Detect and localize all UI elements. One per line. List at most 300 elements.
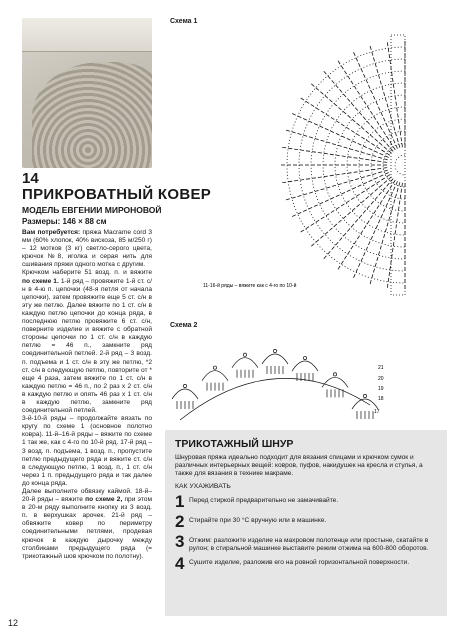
scheme1-stitch	[320, 92, 323, 95]
scheme1-stitch	[344, 147, 348, 148]
scheme2-row-21: 21	[378, 365, 384, 371]
scheme1-stitch	[371, 185, 374, 187]
scheme1-stitch	[361, 69, 363, 73]
scheme1-stitch	[377, 121, 379, 124]
scheme1-stitch	[372, 274, 373, 278]
scheme1-stitch	[390, 60, 391, 64]
scheme1-ring	[395, 155, 405, 175]
scheme1-stitch	[346, 201, 349, 203]
scheme1-stitch	[303, 119, 307, 121]
scheme1-stitch	[355, 219, 358, 222]
scheme1-stitch	[347, 99, 350, 102]
scheme1-stitch	[352, 187, 356, 189]
scheme1-stitch	[336, 121, 339, 123]
scheme1-stitch	[393, 180, 395, 183]
scheme1-stitch	[392, 205, 393, 209]
scheme1-stitch	[393, 248, 394, 252]
scheme1-stitch	[314, 205, 318, 207]
step-number: 1	[175, 491, 185, 511]
scheme1-stitch	[356, 58, 358, 62]
step-number: 2	[175, 511, 185, 531]
scheme1-stitch	[332, 80, 335, 83]
scheme1-stitch	[396, 224, 397, 228]
scheme1-stitch	[354, 86, 356, 89]
scheme1-stitch	[370, 135, 373, 138]
scheme1-stitch	[344, 182, 348, 183]
scheme1-stitch	[364, 252, 366, 256]
rug-photo	[22, 18, 152, 168]
scheme1-stitch	[338, 184, 342, 185]
scheme1-stitch	[292, 215, 296, 217]
scheme1-stitch	[384, 170, 388, 171]
p1-scheme-ref: по схеме 1.	[22, 277, 59, 285]
scheme1-stitch	[336, 174, 340, 175]
scheme1-stitch	[397, 219, 398, 223]
scheme1-stitch	[371, 160, 375, 161]
scheme1-stitch	[363, 182, 367, 184]
scheme1-ring	[335, 95, 405, 235]
scheme1-stitch	[380, 81, 381, 85]
scheme1-stitch	[367, 206, 370, 209]
scheme1-stitch	[314, 124, 318, 126]
needs-label: Вам потребуется:	[22, 229, 81, 236]
scheme1-stitch	[377, 257, 378, 261]
scheme1-stitch	[375, 130, 378, 133]
scheme1-stitch	[379, 192, 382, 195]
scheme1-stitch	[393, 140, 395, 144]
scheme1-stitch	[343, 94, 346, 97]
scheme1-stitch	[326, 142, 330, 143]
scheme1-stitch	[396, 102, 397, 106]
scheme1-stitch	[292, 114, 296, 116]
scheme1-stitch	[352, 141, 356, 143]
scheme1-stitch	[331, 210, 334, 212]
scheme1-stitch	[334, 103, 337, 106]
scheme1-stitch	[371, 169, 375, 170]
step-number: 3	[175, 531, 185, 551]
scheme1-ring	[371, 131, 405, 199]
scheme1-stitch	[393, 242, 394, 246]
scheme1-stitch	[395, 194, 396, 198]
scheme1-stitch	[379, 251, 380, 255]
article-title: ПРИКРОВАТНЫЙ КОВЕР	[22, 186, 212, 203]
needs-text: пряжа Macrame cord 3 мм (60% хлопок, 40% вискоза, 85 м/250 г) – 12 мотков (3 кг) светло-серого цвета, крючок №8, иголка и серая нить для сшивания пряжи одного мотка с другим.	[22, 229, 152, 269]
scheme1-stitch	[341, 124, 344, 126]
scheme1-stitch	[351, 130, 354, 132]
scheme1-stitch	[383, 188, 386, 191]
scheme1-stitch	[379, 143, 382, 146]
scheme2-picot	[303, 356, 306, 359]
scheme1-stitch	[320, 202, 324, 204]
scheme1-stitch	[374, 151, 378, 153]
page-number: 12	[8, 618, 19, 628]
scheme1-stitch	[298, 133, 302, 134]
scheme1-stitch	[324, 176, 328, 177]
scheme1-stitch	[286, 199, 290, 200]
scheme1-stitch	[376, 225, 378, 229]
scheme1-stitch	[325, 232, 328, 235]
photo-shelf	[22, 18, 152, 52]
scheme1-stitch	[398, 114, 399, 118]
scheme1-stitch	[348, 251, 350, 254]
article-subtitle: МОДЕЛЬ ЕВГЕНИИ МИРОНОВОЙ	[22, 205, 162, 215]
scheme1-stitch	[388, 48, 389, 52]
scheme1-stitch	[366, 196, 369, 199]
needs-paragraph	[22, 229, 152, 269]
scheme1-stitch	[366, 247, 368, 251]
scheme1-stitch	[324, 256, 327, 259]
scheme1-stitch	[370, 280, 371, 284]
scheme1-stitch	[363, 210, 366, 213]
scheme1-stitch	[309, 121, 313, 123]
scheme1-stitch	[392, 72, 393, 76]
instructions-paragraph-1	[22, 269, 152, 415]
scheme1-stitch	[387, 42, 388, 46]
scheme1-stitch	[400, 195, 401, 199]
scheme1-stitch	[338, 61, 340, 64]
scheme1-stitch	[393, 187, 395, 191]
scheme1-stitch	[306, 151, 310, 152]
scheme1-stitch	[315, 190, 319, 191]
scheme1-stitch	[392, 254, 393, 258]
scheme1-stitch	[385, 98, 386, 102]
scheme1-stitch	[332, 247, 335, 250]
scheme1-stitch	[387, 190, 389, 193]
scheme1-stitch	[397, 138, 398, 142]
scheme1-stitch	[385, 173, 389, 175]
scheme1-stitch	[379, 135, 382, 138]
scheme1-stitch	[344, 71, 346, 74]
scheme1-stitch	[373, 231, 375, 235]
scheme1-stitch	[347, 138, 351, 140]
scheme1-stitch	[330, 175, 334, 176]
instructions-paragraph-3	[22, 488, 152, 561]
scheme1-stitch	[371, 90, 373, 94]
scheme2-picot	[183, 384, 186, 387]
scheme1-stitch	[402, 183, 403, 187]
scheme1-stitch	[340, 238, 343, 241]
scheme1-stitch	[365, 159, 369, 160]
scheme1-stitch	[371, 143, 374, 145]
scheme1-stitch	[388, 129, 390, 133]
scheme1-stitch	[346, 127, 349, 129]
scheme1-stitch	[359, 112, 362, 115]
scheme1-stitch	[377, 161, 381, 162]
scheme1-stitch	[294, 149, 298, 150]
scheme1-stitch	[359, 215, 362, 218]
scheme1-stitch	[374, 210, 376, 213]
scheme1-stitch	[347, 229, 350, 232]
scheme2-diagram	[170, 325, 390, 425]
scheme1-stitch	[361, 96, 363, 99]
box-intro: Шнуровая пряжа идеально подходит для вязания спицами и крючком сумок и различных интерьерных вещей: ковров, пуфов, накидушек на кресла и стулья, а также для вязания в технике макраме.	[175, 454, 423, 478]
scheme1-stitch	[306, 227, 309, 229]
scheme1-stitch	[357, 91, 359, 94]
scheme1-stitch	[366, 140, 369, 142]
scheme1-stitch	[316, 240, 319, 243]
step-number: 4	[175, 553, 185, 573]
scheme1-stitch	[361, 152, 365, 153]
scheme1-stitch	[399, 207, 400, 211]
scheme1-stitch	[286, 130, 290, 131]
scheme2-picot	[243, 353, 246, 356]
scheme1-stitch	[361, 137, 364, 139]
scheme2-row-20: 20	[378, 376, 384, 382]
care-heading: КАК УХАЖИВАТЬ	[175, 482, 231, 490]
scheme1-stitch	[311, 84, 314, 87]
scheme1-stitch	[328, 251, 331, 254]
scheme1-stitch	[342, 174, 346, 175]
scheme1-stitch	[396, 181, 398, 185]
scheme2-arch	[202, 371, 228, 381]
scheme1-stitch	[316, 220, 319, 222]
scheme1-stitch	[338, 266, 340, 269]
scheme1-stitch	[381, 178, 384, 180]
scheme1-stitch	[320, 126, 324, 128]
scheme2-arch	[262, 354, 288, 364]
scheme1-stitch	[380, 246, 381, 250]
scheme1-stitch	[372, 155, 376, 156]
scheme1-stitch	[371, 236, 373, 240]
scheme1-stitch	[397, 108, 398, 112]
scheme1-stitch	[356, 269, 358, 273]
scheme1-stitch	[380, 153, 384, 155]
scheme1-stitch	[392, 121, 393, 125]
scheme1-stitch	[355, 150, 359, 151]
scheme1-stitch	[386, 203, 388, 207]
scheme1-stitch	[393, 84, 394, 88]
scheme1-stitch	[377, 168, 381, 169]
step-text: Отжим: разложите изделие на махровом полотенце или простыне, скатайте в рулон; в стиральной машинке выставите режим отжима на 600-800 оборотов.	[189, 536, 429, 552]
scheme2-arch	[322, 377, 348, 387]
scheme1-stitch	[377, 205, 379, 208]
scheme1-stitch	[368, 241, 370, 245]
care-step	[175, 555, 439, 573]
scheme1-stitch	[341, 66, 343, 69]
scheme1-stitch	[372, 174, 376, 175]
scheme1-stitch	[316, 108, 319, 110]
scheme1-stitch	[378, 172, 382, 173]
scheme2-row-17: 17	[374, 409, 380, 415]
scheme1-stitch	[309, 207, 313, 209]
scheme1-stitch	[343, 111, 346, 114]
scheme1-stitch	[300, 180, 304, 181]
scheme1-stitch	[394, 200, 395, 204]
step-text: Сушите изделие, разложив его на ровной горизонтальной поверхности.	[189, 558, 410, 566]
scheme1-stitch	[381, 112, 383, 116]
scheme1-stitch	[303, 210, 307, 212]
scheme1-stitch	[364, 101, 366, 104]
scheme1-stitch	[324, 153, 328, 154]
scheme1-stitch	[389, 217, 390, 221]
scheme1-stitch	[303, 194, 307, 195]
scheme1-stitch	[393, 78, 394, 82]
scheme1-stitch	[389, 272, 390, 276]
scheme1-stitch	[399, 125, 400, 129]
scheme2-arch	[172, 389, 198, 399]
scheme1-stitch	[387, 144, 390, 147]
scheme1-stitch	[397, 188, 398, 192]
scheme1-stitch	[375, 189, 378, 192]
care-step	[175, 533, 439, 553]
scheme1-stitch	[387, 183, 390, 186]
scheme1-stitch	[361, 200, 364, 203]
scheme2-picot	[363, 394, 366, 397]
scheme1-stitch	[329, 100, 332, 103]
step-text: Перед стиркой предварительно не замачивайте.	[189, 496, 339, 504]
article-body	[22, 229, 152, 561]
scheme2-base-curve	[180, 378, 370, 420]
scheme1-stitch	[326, 114, 329, 116]
scheme1-stitch	[383, 168, 387, 169]
scheme1-stitch	[292, 132, 296, 133]
scheme1-stitch	[376, 147, 379, 149]
scheme1-stitch	[330, 131, 334, 133]
scheme1-stitch	[374, 178, 378, 180]
scheme1-stitch	[351, 197, 354, 199]
scheme1-stitch	[325, 128, 329, 130]
scheme1-stitch	[384, 234, 385, 238]
scheme2-row-19: 19	[378, 386, 384, 392]
scheme1-stitch	[361, 231, 363, 234]
scheme1-stitch	[379, 75, 380, 79]
box-heading: ТРИКОТАЖНЫЙ ШНУР	[175, 438, 294, 450]
scheme1-stitch	[332, 185, 336, 186]
knit-cord-box	[165, 430, 447, 616]
scheme1-stitch	[400, 131, 401, 135]
scheme1-stitch	[387, 223, 388, 227]
scheme1-stitch	[301, 98, 304, 100]
scheme1-stitch	[370, 46, 371, 50]
scheme1-stitch	[360, 159, 364, 160]
scheme2-label: Схема 2	[170, 322, 198, 329]
scheme1-stitch	[365, 170, 369, 171]
scheme1-stitch	[366, 188, 369, 190]
scheme1-stitch	[363, 117, 366, 120]
scheme1-stitch	[359, 63, 361, 67]
scheme1-stitch	[301, 230, 304, 232]
scheme1-stitch	[387, 153, 390, 155]
scheme1-stitch	[376, 101, 378, 105]
scheme1-stitch	[361, 177, 365, 178]
scheme1-stitch	[383, 118, 385, 122]
scheme1-stitch	[348, 173, 352, 174]
scheme1-stitch	[339, 220, 342, 223]
scheme1-stitch	[352, 208, 355, 211]
scheme1-stitch	[358, 143, 362, 145]
scheme1-stitch	[385, 156, 389, 158]
scheme1-stitch	[380, 175, 384, 177]
scheme1-stitch	[354, 158, 358, 159]
scheme1-stitch	[388, 198, 390, 202]
p1-rest: 1-й ряд – провяжите 1-й ст. с/н в 4-ю п. цепочки (48-я петля от начала цепочки), затем провяжите еще 5 ст. с/н в эту же петлю. Далее вяжите по 1 ст. с/н в каждую петлю цепочки до конца ряда, в последнюю петлю провяжите 6 ст. с/н, поверните изделие и вяжите с обратной стороны цепочки по 1 ст. с/н в каждую петлю = 46 п., замкните ряд соединительной петлей. 2-й ряд – 3 возд. п. подъема и 1 ст. с/н в эту же петлю, *2 ст. с/н в следующую петлю, повторите от * еще 4 раза, затем вяжите по 1 ст. с/н в каждую петлю = 46 п., по 2 раз х 2 ст. с/н в каждую петлю и опять 46 раз х 1 ст. с/н в каждую петлю, замкните ряд соединительной петлей.	[22, 277, 152, 415]
scheme1-stitch	[399, 201, 400, 205]
scheme1-stitch	[367, 154, 371, 155]
scheme1-stitch	[378, 107, 380, 111]
scheme1-stitch	[309, 137, 313, 138]
scheme1-stitch	[373, 269, 374, 273]
size-value: 146 × 88 см	[62, 217, 107, 226]
scheme1-stitch	[354, 52, 356, 56]
scheme1-stitch	[394, 127, 395, 131]
scheme1-stitch	[375, 63, 376, 67]
scheme1-stitch	[384, 147, 387, 150]
scheme1-stitch	[330, 154, 334, 155]
scheme1-stitch	[375, 139, 378, 142]
scheme1-stitch	[382, 86, 383, 90]
scheme1-stitch	[361, 258, 363, 262]
scheme1-stitch	[303, 135, 307, 136]
scheme1-stitch	[371, 201, 374, 204]
scheme2-picot	[213, 366, 216, 369]
scheme1-stitch	[339, 107, 342, 110]
scheme1-stitch	[306, 179, 310, 180]
scheme1-stitch	[376, 181, 379, 183]
photo-rug	[32, 62, 152, 168]
scheme1-stitch	[343, 216, 346, 219]
scheme1-stitch	[373, 58, 374, 62]
scheme1-stitch	[370, 216, 372, 219]
scheme2-row-18: 18	[378, 396, 384, 402]
scheme1-stitch	[389, 54, 390, 58]
scheme1-stitch	[377, 69, 378, 73]
scheme1-stitch	[338, 145, 342, 146]
scheme1-stitch	[380, 200, 382, 203]
scheme1-stitch	[389, 109, 390, 113]
scheme1-stitch	[370, 193, 373, 196]
scheme1-stitch	[332, 144, 336, 145]
scheme1-stitch	[401, 189, 402, 193]
scheme1-stitch	[336, 155, 340, 156]
scheme1-stitch	[383, 209, 385, 213]
scheme1-stitch	[380, 126, 382, 129]
p3-rest: при этом в 20-м ряду выполните кнопку из 3 возд. п. в верхушках арочек. 21-й ряд – обвяжите ковер по периметру соединительными петлями, продевая крючок в каждую дырочку между столбиками предыдущего ряда (= трикотажный шов крючком по полотну).	[22, 496, 152, 560]
scheme1-stitch	[288, 148, 292, 149]
scheme1-stitch	[336, 85, 339, 88]
scheme1-stitch	[367, 121, 370, 124]
scheme1-stitch	[378, 220, 380, 224]
scheme1-stitch	[340, 89, 343, 92]
scheme1-stitch	[357, 123, 360, 126]
scheme1-stitch	[311, 223, 314, 225]
scheme1-stitch	[341, 261, 343, 264]
scheme1-stitch	[383, 139, 386, 142]
scheme1-stitch	[336, 195, 340, 197]
scheme1-stitch	[360, 171, 364, 172]
scheme1-stitch	[387, 284, 388, 288]
scheme2-arch	[232, 358, 258, 368]
scheme2-arch	[292, 361, 318, 371]
scheme1-stitch	[321, 189, 325, 190]
scheme1-stitch	[315, 139, 319, 140]
scheme1-stitch	[367, 106, 369, 109]
scheme1-stitch	[383, 195, 385, 198]
scheme1-stitch	[344, 256, 346, 259]
scheme1-stitch	[348, 115, 351, 118]
p1-start: Крючком наберите 51 возд. п. и вяжите	[22, 269, 152, 277]
scheme1-stitch	[354, 274, 356, 278]
scheme1-stitch	[364, 226, 366, 229]
instructions-paragraph-2: 3-й-10-й ряды – продолжайте вязать по кругу по схеме 1 (основное полотно ковра). 11-й–16-й ряды – вяжите по схеме 1 так же, как с 4-го по 10-й ряд. 17-й ряд – 3 возд. п. подъема, 1 возд. п., пропустите петлю предыдущего ряда и вяжите ст. с/н в следующую петлю, 1 возд. п., 1 ст. с/н через 1 п. предыдущего ряда и так далее до конца ряда.	[22, 415, 152, 487]
scheme1-stitch	[355, 179, 359, 180]
scheme1-stitch	[393, 147, 395, 150]
scheme1-stitch	[298, 116, 302, 118]
scheme1-stitch	[282, 182, 286, 183]
scheme1-stitch	[282, 147, 286, 148]
scheme1-stitch	[381, 214, 383, 218]
scheme1-stitch	[368, 85, 370, 89]
scheme1-stitch	[395, 230, 396, 234]
